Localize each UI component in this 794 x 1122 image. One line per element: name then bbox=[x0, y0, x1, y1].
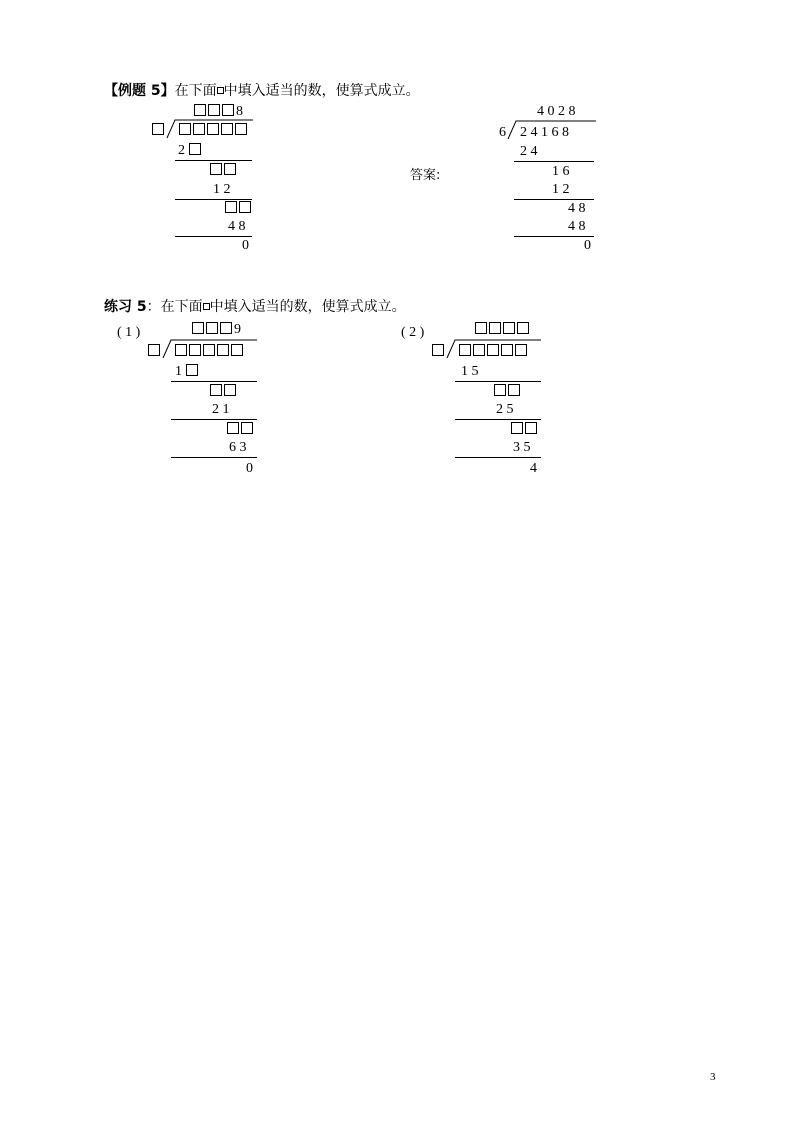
blank-box-icon bbox=[221, 123, 233, 135]
puzzle-row-2 bbox=[210, 163, 238, 179]
blank-box-icon bbox=[194, 104, 206, 116]
p2-row-3: 2 5 bbox=[496, 402, 514, 417]
p2-row-5: 3 5 bbox=[513, 440, 531, 455]
blank-box-icon bbox=[508, 384, 520, 396]
answer-label: 答案: bbox=[410, 168, 441, 183]
page-number: 3 bbox=[710, 1071, 716, 1083]
blank-box-icon bbox=[494, 384, 506, 396]
rule-line bbox=[175, 160, 252, 161]
p2-remainder: 4 bbox=[530, 461, 537, 476]
p2-row-4 bbox=[511, 422, 539, 438]
p2-row-2 bbox=[494, 384, 522, 400]
puzzle-dividend bbox=[179, 123, 249, 139]
p2-row-1: 1 5 bbox=[461, 364, 479, 379]
blank-box-icon bbox=[241, 422, 253, 434]
puzzle-row-3: 1 2 bbox=[213, 182, 231, 197]
answer-row-3: 1 2 bbox=[552, 182, 570, 197]
p1-row-4 bbox=[227, 422, 255, 438]
blank-box-icon bbox=[189, 344, 201, 356]
blank-box-icon bbox=[501, 344, 513, 356]
practice-label: 练习 5 bbox=[104, 299, 147, 315]
blank-box-icon bbox=[207, 123, 219, 135]
rule-line bbox=[175, 236, 252, 237]
rule-line bbox=[455, 419, 541, 420]
blank-box-icon bbox=[475, 322, 487, 334]
example-label: 【例题 5】 bbox=[104, 83, 175, 99]
blank-box-icon bbox=[179, 123, 191, 135]
quotient-digit: 9 bbox=[234, 322, 241, 337]
p1-remainder: 0 bbox=[246, 461, 253, 476]
answer-row-4: 4 8 bbox=[568, 201, 586, 216]
p2-quotient bbox=[475, 322, 531, 338]
rule-line bbox=[171, 381, 257, 382]
practice-instruction-after: 中填入适当的数，使算式成立。 bbox=[209, 299, 406, 315]
rule-line bbox=[171, 419, 257, 420]
p1-row-2 bbox=[210, 384, 238, 400]
blank-box-icon bbox=[203, 344, 215, 356]
blank-box-icon bbox=[235, 123, 247, 135]
puzzle-row-1: 2 bbox=[178, 143, 203, 159]
blank-box-icon bbox=[222, 104, 234, 116]
blank-box-icon bbox=[210, 384, 222, 396]
answer-row-5: 4 8 bbox=[568, 219, 586, 234]
example-instruction-before: 在下面 bbox=[174, 83, 217, 99]
puzzle-divisor bbox=[152, 123, 166, 139]
p1-quotient bbox=[192, 322, 241, 338]
blank-box-icon bbox=[220, 322, 232, 334]
blank-box-icon bbox=[225, 201, 237, 213]
p1-row-1: 1 bbox=[175, 364, 200, 380]
blank-box-icon bbox=[203, 303, 210, 310]
answer-divisor: 6 bbox=[499, 125, 506, 140]
rule-line bbox=[171, 457, 257, 458]
blank-box-icon bbox=[503, 322, 515, 334]
p2-divisor bbox=[432, 344, 446, 360]
blank-box-icon bbox=[489, 322, 501, 334]
p1-row-5: 6 3 bbox=[229, 440, 247, 455]
blank-box-icon bbox=[515, 344, 527, 356]
blank-box-icon bbox=[189, 143, 201, 155]
rule-line bbox=[455, 381, 541, 382]
blank-box-icon bbox=[487, 344, 499, 356]
blank-box-icon bbox=[239, 201, 251, 213]
blank-box-icon bbox=[227, 422, 239, 434]
rule-line bbox=[514, 161, 594, 162]
blank-box-icon bbox=[186, 364, 198, 376]
blank-box-icon bbox=[432, 344, 444, 356]
blank-box-icon bbox=[148, 344, 160, 356]
blank-box-icon bbox=[525, 422, 537, 434]
p1-dividend bbox=[175, 344, 245, 360]
practice-instruction-before: ：在下面 bbox=[146, 299, 203, 315]
blank-box-icon bbox=[192, 322, 204, 334]
blank-box-icon bbox=[217, 344, 229, 356]
answer-remainder: 0 bbox=[584, 238, 591, 253]
problem-tag: ( 1 ) bbox=[117, 325, 141, 340]
practice-heading bbox=[104, 296, 406, 316]
blank-box-icon bbox=[517, 322, 529, 334]
blank-box-icon bbox=[511, 422, 523, 434]
answer-row-2: 1 6 bbox=[552, 164, 570, 179]
p1-row-3: 2 1 bbox=[212, 402, 230, 417]
blank-box-icon bbox=[152, 123, 164, 135]
blank-box-icon bbox=[193, 123, 205, 135]
example-heading bbox=[104, 80, 420, 100]
rule-line bbox=[455, 457, 541, 458]
rule-line bbox=[514, 199, 594, 200]
blank-box-icon bbox=[175, 344, 187, 356]
puzzle-row-4 bbox=[225, 201, 253, 217]
example-instruction-after: 中填入适当的数，使算式成立。 bbox=[223, 83, 420, 99]
rule-line bbox=[175, 199, 252, 200]
puzzle-remainder: 0 bbox=[242, 238, 249, 253]
answer-quotient: 4 0 2 8 bbox=[537, 104, 576, 119]
blank-box-icon bbox=[206, 322, 218, 334]
blank-box-icon bbox=[208, 104, 220, 116]
blank-box-icon bbox=[217, 87, 224, 94]
blank-box-icon bbox=[224, 384, 236, 396]
blank-box-icon bbox=[459, 344, 471, 356]
blank-box-icon bbox=[210, 163, 222, 175]
p2-dividend bbox=[459, 344, 529, 360]
p1-divisor bbox=[148, 344, 162, 360]
problem-tag: ( 2 ) bbox=[401, 325, 425, 340]
blank-box-icon bbox=[224, 163, 236, 175]
blank-box-icon bbox=[231, 344, 243, 356]
answer-dividend: 2 4 1 6 8 bbox=[520, 125, 569, 140]
blank-box-icon bbox=[473, 344, 485, 356]
quotient-digit: 8 bbox=[236, 104, 243, 119]
puzzle-row-5: 4 8 bbox=[228, 219, 246, 234]
rule-line bbox=[514, 236, 594, 237]
answer-row-1: 2 4 bbox=[520, 144, 538, 159]
